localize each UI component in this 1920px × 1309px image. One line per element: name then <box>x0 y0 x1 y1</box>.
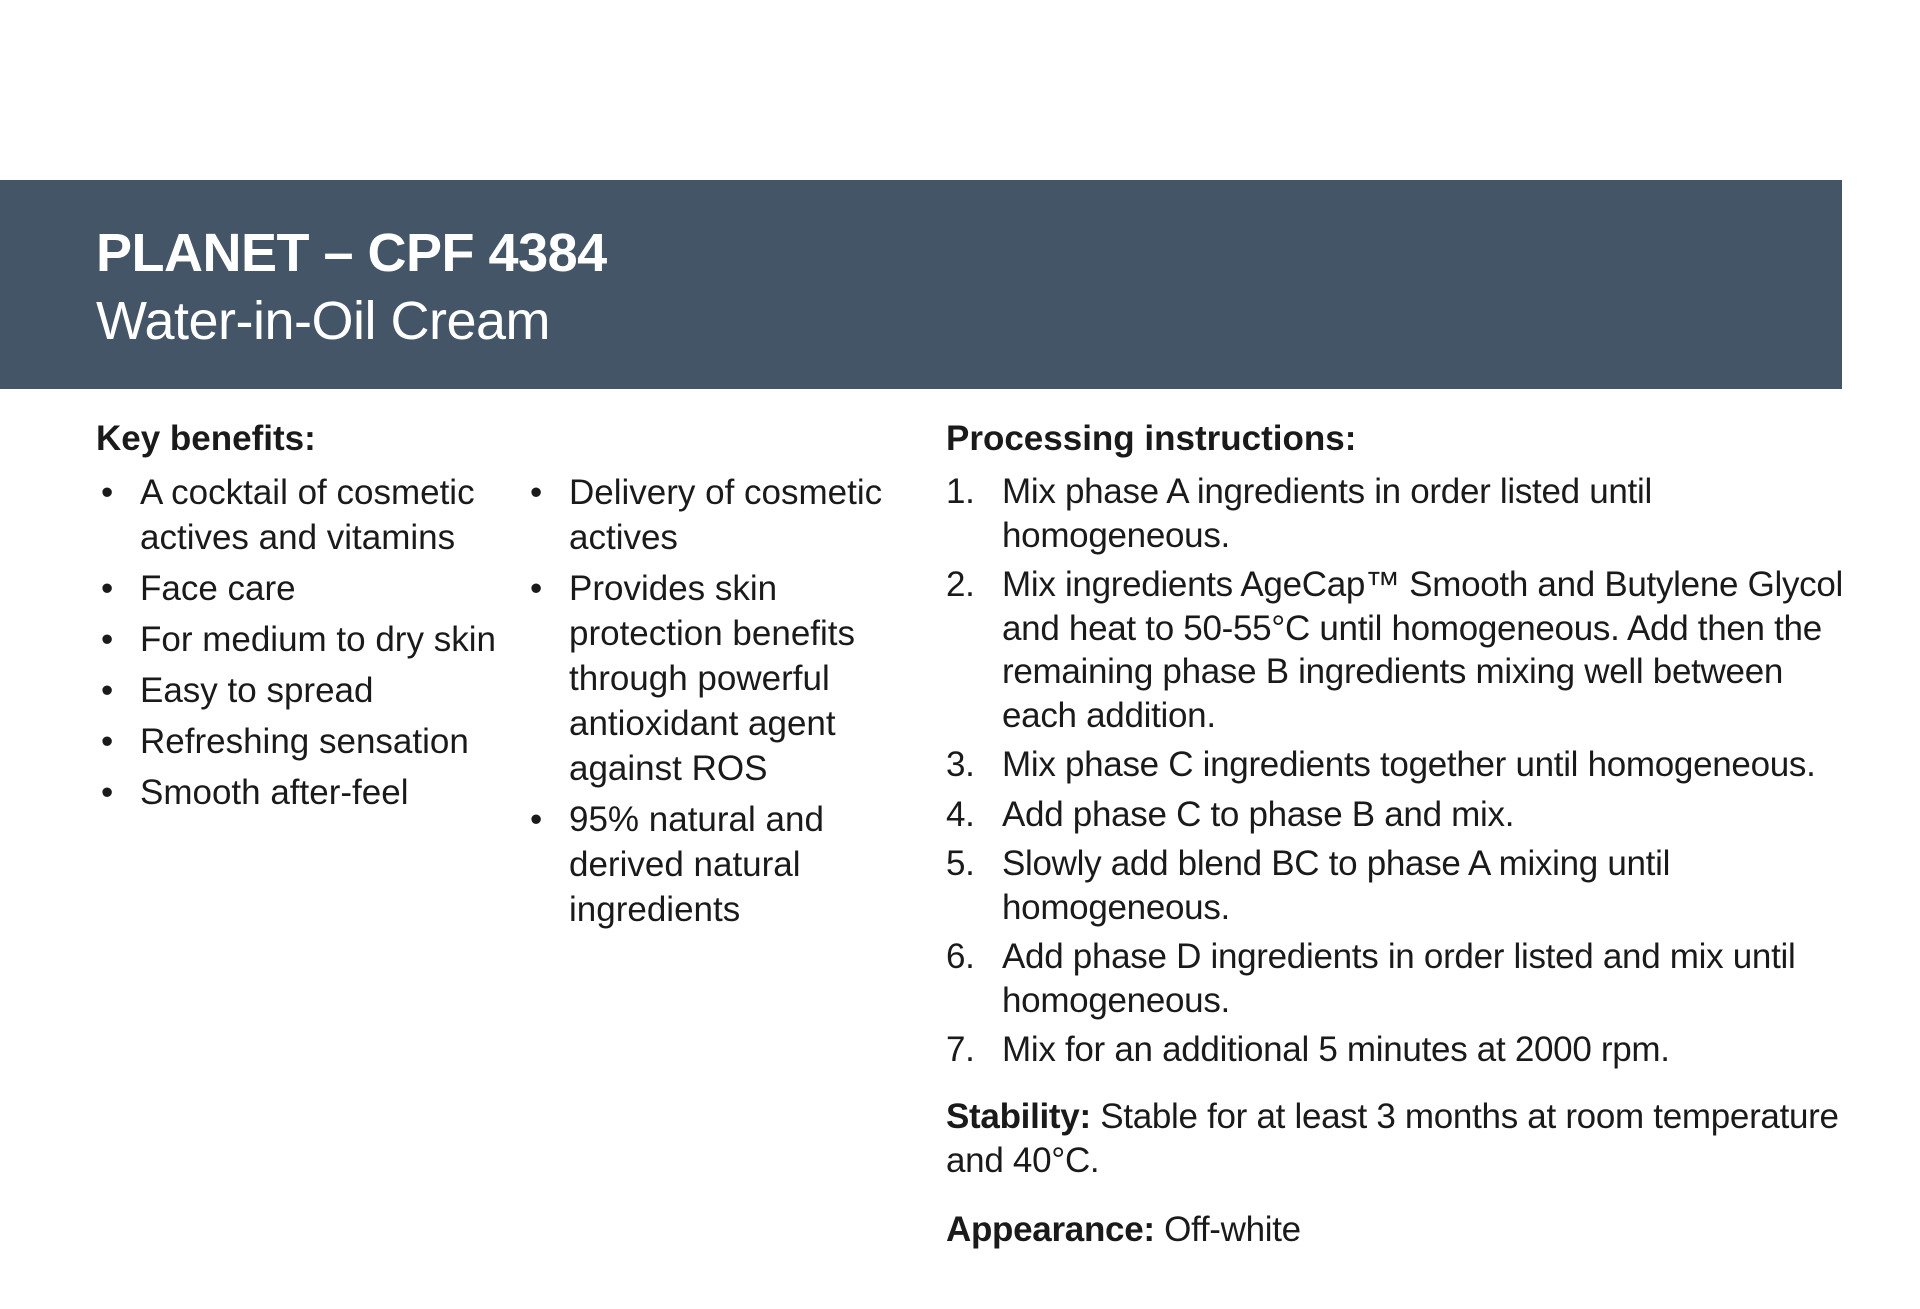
step-item <box>946 563 1846 737</box>
step-item <box>946 935 1846 1022</box>
bullet-icon: • <box>101 671 114 710</box>
product-subtitle: Water-in-Oil Cream <box>96 291 551 351</box>
key-benefits-heading: Key benefits: <box>96 419 316 458</box>
benefit-text: Face care <box>140 569 296 608</box>
step-item <box>946 470 1846 557</box>
list-item <box>525 797 925 932</box>
benefit-text: Smooth after-feel <box>140 773 409 812</box>
step-number: 1. <box>946 472 975 511</box>
step-item <box>946 743 1846 787</box>
list-item <box>96 470 536 560</box>
list-item <box>525 566 925 791</box>
bullet-icon: • <box>101 620 114 659</box>
step-item <box>946 793 1846 837</box>
step-text: Mix phase A ingredients in order listed until homogeneous. <box>1002 472 1652 555</box>
product-title: PLANET – CPF 4384 <box>96 223 607 283</box>
step-number: 5. <box>946 844 975 883</box>
step-item <box>946 842 1846 929</box>
benefit-text: A cocktail of cosmetic actives and vitamins <box>140 473 475 557</box>
step-text: Mix ingredients AgeCap™ Smooth and Butylene Glycol and heat to 50-55°C until homogeneous. Add then the remaining phase B ingredients mixing well between each addition. <box>1002 565 1844 735</box>
bullet-icon: • <box>101 473 114 512</box>
stability-text: Stable for at least 3 months at room temperature and 40°C. <box>946 1097 1839 1180</box>
step-number: 2. <box>946 565 975 604</box>
benefit-text: Easy to spread <box>140 671 374 710</box>
step-item <box>946 1028 1846 1072</box>
list-item <box>96 566 536 611</box>
processing-steps-list <box>946 470 1846 1078</box>
benefit-text: Delivery of cosmetic actives <box>569 473 883 557</box>
list-item <box>96 668 536 713</box>
appearance-paragraph <box>946 1208 1846 1252</box>
step-text: Mix phase C ingredients together until homogeneous. <box>1002 745 1816 784</box>
processing-instructions-heading: Processing instructions: <box>946 419 1357 458</box>
bullet-icon: • <box>530 473 543 512</box>
appearance-label: Appearance: <box>946 1210 1155 1249</box>
step-number: 7. <box>946 1030 975 1069</box>
header-banner <box>0 180 1842 389</box>
list-item <box>96 617 536 662</box>
step-text: Add phase C to phase B and mix. <box>1002 794 1515 834</box>
bullet-icon: • <box>101 722 114 761</box>
step-number: 4. <box>946 794 975 834</box>
bullet-icon: • <box>530 569 543 608</box>
list-item <box>525 470 925 560</box>
appearance-text: Off-white <box>1154 1210 1301 1249</box>
bullet-icon: • <box>530 800 543 839</box>
list-item <box>96 719 536 764</box>
step-text: Mix for an additional 5 minutes at 2000 rpm. <box>1002 1030 1670 1069</box>
step-number: 3. <box>946 745 975 784</box>
benefit-text: Refreshing sensation <box>140 722 469 761</box>
benefit-text: 95% natural and derived natural ingredients <box>569 800 824 929</box>
bullet-icon: • <box>101 569 114 608</box>
stability-label: Stability: <box>946 1097 1091 1136</box>
step-text: Add phase D ingredients in order listed and mix until homogeneous. <box>1002 937 1796 1020</box>
step-text: Slowly add blend BC to phase A mixing until homogeneous. <box>1002 844 1671 927</box>
stability-paragraph <box>946 1095 1846 1182</box>
key-benefits-list-column-1 <box>96 470 536 821</box>
bullet-icon: • <box>101 773 114 812</box>
key-benefits-list-column-2 <box>525 470 925 938</box>
step-number: 6. <box>946 937 975 976</box>
benefit-text: For medium to dry skin <box>140 620 496 659</box>
benefit-text: Provides skin protection benefits through powerful antioxidant agent against ROS <box>569 569 856 788</box>
list-item <box>96 770 536 815</box>
